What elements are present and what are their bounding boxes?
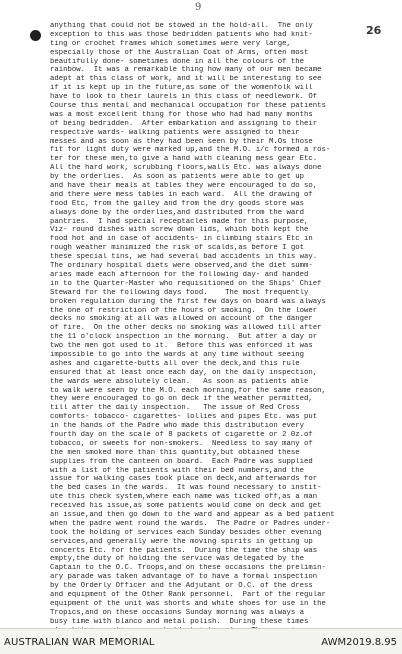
text-line: and equipment of the Other Rank personnel. Part of the regular xyxy=(50,591,326,599)
text-line: adept at this class of work, and it will be interesting to see xyxy=(50,75,322,84)
text-line: they were encouraged to go on deck if the weather permitted, xyxy=(50,395,313,404)
text-line: empty,the duty of holding the service was delegated by the xyxy=(50,555,304,564)
text-line: fit for light duty were marked up,and the M.O. i/c formed a ros- xyxy=(50,146,331,155)
text-line: always done by the orderlies,and distributed from the ward xyxy=(50,208,304,217)
text-line: anything that could not be stowed in the hold-all. The only xyxy=(50,22,313,30)
text-line: when the padre went round the wards. The Padre or Padres under- xyxy=(50,519,331,528)
text-line: Viz- round dishes with screw down lids, which both kept the xyxy=(50,226,309,235)
text-line: these special tins, we had several bad accidents in this way. xyxy=(50,253,318,262)
text-line: and have their meals at tables they were encouraged to do so, xyxy=(50,182,318,191)
pencil-page-mark: 9 xyxy=(195,2,202,13)
text-line: The ordinary hospital diets were observed,and the diet summ- xyxy=(50,262,313,271)
text-line: ashes and cigarette-butts all over the deck,and this rule xyxy=(50,359,300,368)
text-line: ute this check system,where each name was ticked off,as a man xyxy=(50,493,318,502)
text-line: pantries. I had special receptacles made for this purpose, xyxy=(50,217,309,226)
text-line: services,and generally were the moving spirits in getting up xyxy=(50,537,313,546)
text-line: All the hard work, scrubbing floors,walls Etc. was always done xyxy=(50,164,322,173)
text-line: beautifully done- sometimes done in all the colours of the xyxy=(50,57,304,66)
archive-name: AUSTRALIAN WAR MEMORIAL xyxy=(4,637,155,648)
text-line: by the Orderly Officer and the Adjutant or O.C. of the dress xyxy=(50,582,313,591)
text-line: the bed cases in the wards. It was found necessary to instit- xyxy=(50,484,322,493)
text-line: fourth day on the scale of 8 packets of cigarette or 2 0z.of xyxy=(50,430,313,439)
text-line: exception to this was those bedridden patients who had knit- xyxy=(50,30,313,39)
text-line: Captain to the O.C. Troops,and on these occasions the prelimin- xyxy=(50,564,326,573)
typed-manuscript-text xyxy=(50,22,380,628)
text-line: was a most excellent thing for those who had had many months xyxy=(50,110,313,119)
text-line: ary parade was taken advantage of to have a formal inspection xyxy=(50,573,318,582)
text-line: issue for walking cases took place on deck,and afterwards for xyxy=(50,475,318,484)
text-line: ting or crochet frames which sometimes were very large, xyxy=(50,39,291,48)
archive-footer xyxy=(0,628,402,654)
text-line: of fire. On the other decks no smoking was allowed till after xyxy=(50,324,322,333)
text-line: supplies from the canteen on board. Each Padre was supplied xyxy=(50,457,313,466)
punch-hole xyxy=(30,30,41,41)
text-line: two the men got used to it. Before this was enforced it was xyxy=(50,342,313,351)
text-line: concerts Etc. for the patients. During the time the ship was xyxy=(50,546,318,555)
text-line: the 11 o'clock inspection in the morning. But after a day or xyxy=(50,333,318,342)
text-line: respective wards- walking patients were assigned to their xyxy=(50,128,300,137)
text-line: rainbow. It was a remarkable thing how many of our men became xyxy=(50,66,322,75)
text-line: decks no smoking at all was allowed on account of the danger xyxy=(50,315,313,324)
text-line: rough weather minimized the risk of scalds,as before I got xyxy=(50,244,304,253)
text-line: food hot and in case of accidents- in climbing stairs Etc in xyxy=(50,235,313,244)
text-line: Steward for the following days food. The most frequently xyxy=(50,288,309,297)
page-number: 26 xyxy=(366,24,382,37)
text-line: took the holding of services each Sunday besides other evening xyxy=(50,528,322,537)
text-line: of being bedridden. After embarkation and assigning to their xyxy=(50,119,318,128)
text-line: to walk were seen by the M.O. each morning,for the same reason, xyxy=(50,386,326,395)
text-line: the one of restriction of the hours of smoking. On the lower xyxy=(50,306,318,315)
text-line: messes and as soon as they had been seen by their M.Os those xyxy=(50,137,313,146)
text-line: have to look to their laurels in this class of needlework. Of xyxy=(50,93,318,102)
text-line: received his issue,as some patients would come on deck and get xyxy=(50,502,322,511)
text-line: by the orderlies. As soon as patients were able to get up xyxy=(50,173,304,182)
text-line: especially those of the Australian Coat of Arms, often most xyxy=(50,48,309,57)
text-line: broken regulation during the first few days on board was always xyxy=(50,297,326,306)
text-line: ter for these men,to give a hand with cleaning mess gear Etc. xyxy=(50,155,318,164)
text-line: the wards were absolutely clean. As soon as patients able xyxy=(50,377,309,386)
text-line: Tropics,and on these occasions Sunday morning was always a xyxy=(50,608,304,617)
text-line: equipment of the unit was shorts and white shoes for use in the xyxy=(50,599,326,608)
text-line: an issue,and then go down to the ward and appear as a bed patient xyxy=(50,510,335,519)
text-line: ensured that at least once each day, on the daily inspection, xyxy=(50,368,318,377)
text-line: if it is kept up in the future,as some of the womenfolk will xyxy=(50,84,313,93)
text-line: food Etc, from the galley and from the dry goods store was xyxy=(50,199,304,208)
text-line: in the hands of the Padre who made this distribution every xyxy=(50,422,304,431)
text-line: till after the daily inspection. The issue of Red Cross xyxy=(50,404,300,413)
text-line: Course this mental and mechanical occupation for these patients xyxy=(50,102,326,111)
text-line: impossible to go into the wards at any time without seeing xyxy=(50,350,304,359)
text-line: the men smoked more than this quantity,but obtained these xyxy=(50,448,300,457)
text-line: and there were mess tables in each ward. All the drawing of xyxy=(50,190,313,199)
archive-reference: AWM2019.8.95 xyxy=(321,637,397,648)
text-line: tobacco, or sweets for non-smokers. Needless to say many of xyxy=(50,439,313,448)
text-line: aries made each afternoon for the following day- and handed xyxy=(50,270,309,279)
text-line: busy time with blanco and metal polish. During these times xyxy=(50,617,309,626)
text-line: in to the Quarter-Master who requisitioned on the Ships' Chief xyxy=(50,279,322,288)
text-line: comforts- tobacco- cigarettes- lollies and pipes Etc. was put xyxy=(50,413,318,422)
text-line: with a list of the patients with their bed numbers,and the xyxy=(50,466,304,475)
